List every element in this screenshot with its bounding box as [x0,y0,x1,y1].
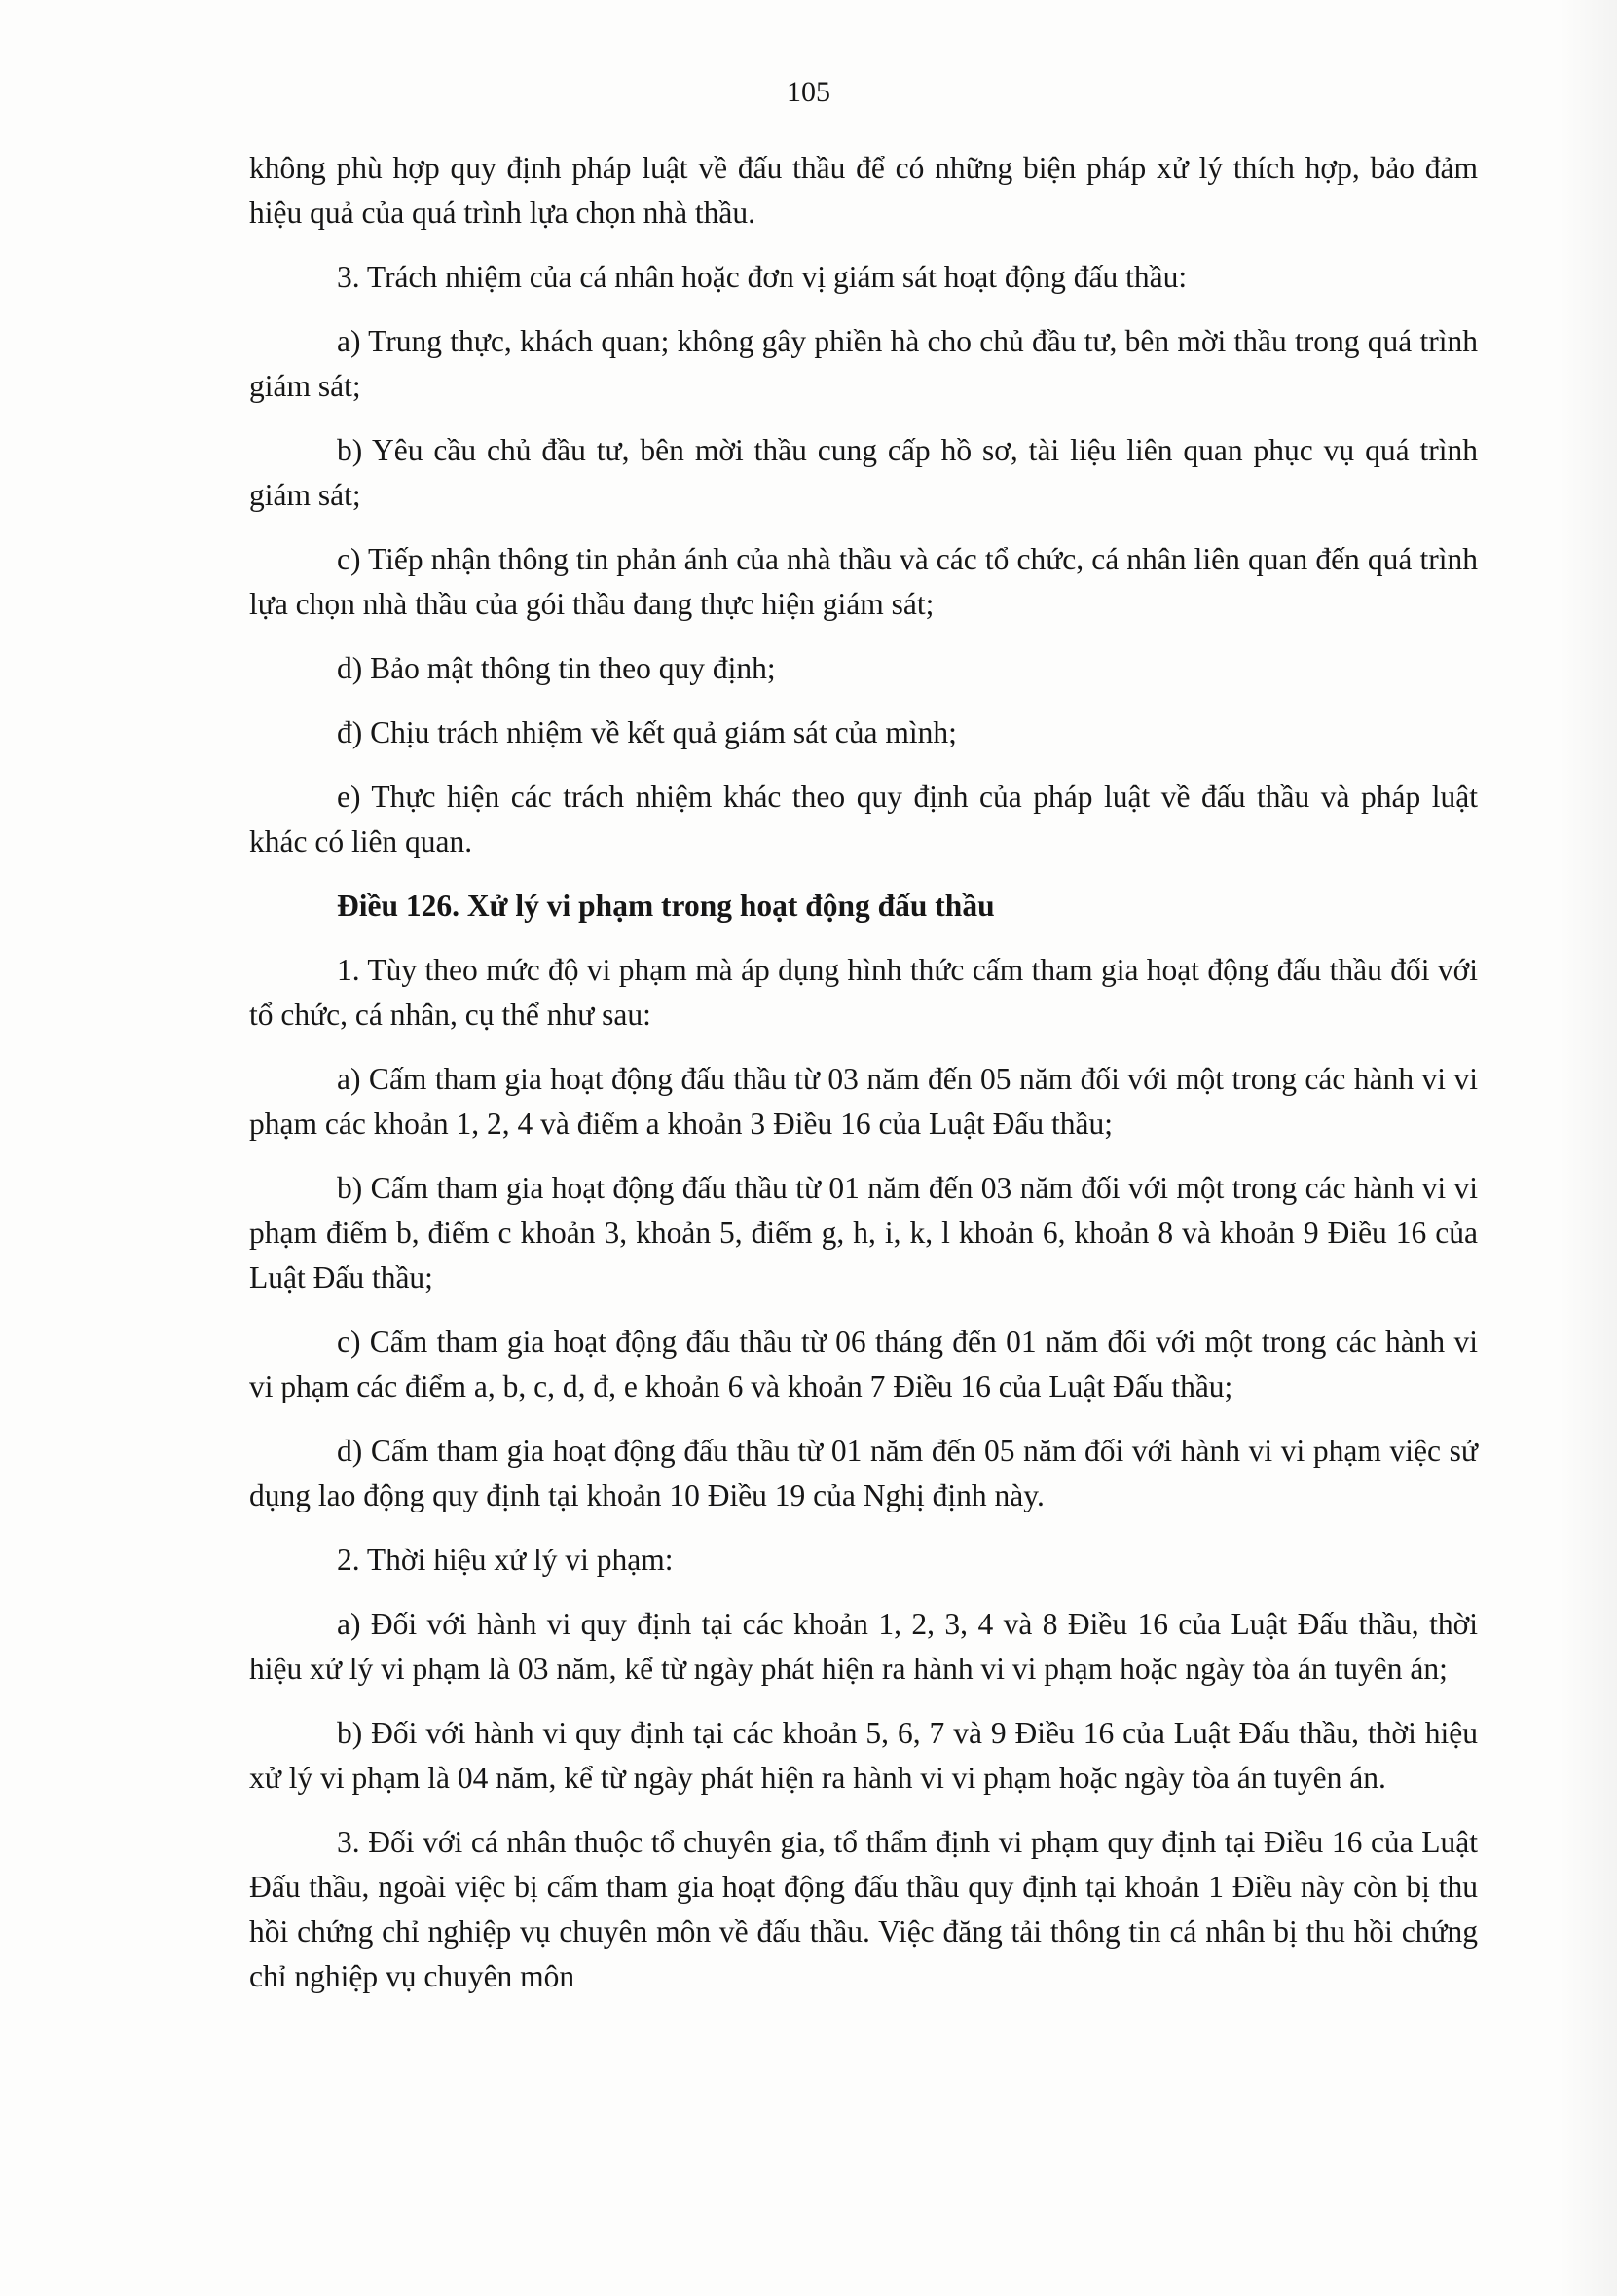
paragraph-continuation: không phù hợp quy định pháp luật về đấu thầu để có những biện pháp xử lý thích hợp, bảo đảm hiệu quả của quá trình lựa chọn nhà thầu. [249,151,1478,230]
clause-3b: b) Yêu cầu chủ đầu tư, bên mời thầu cung cấp hồ sơ, tài liệu liên quan phục vụ quá trình giám sát; [249,433,1478,512]
article-126-clause-2b: b) Đối với hành vi quy định tại các khoản 5, 6, 7 và 9 Điều 16 của Luật Đấu thầu, thời hiệu xử lý vi phạm là 04 năm, kể từ ngày phát hiện ra hành vi vi phạm hoặc ngày tòa án tuyên án. [249,1716,1478,1795]
article-126-clause-1c: c) Cấm tham gia hoạt động đấu thầu từ 06 tháng đến 01 năm đối với một trong các hành vi vi phạm các điểm a, b, c, d, đ, e khoản 6 và khoản 7 Điều 16 của Luật Đấu thầu; [249,1325,1478,1403]
clause-3e: e) Thực hiện các trách nhiệm khác theo quy định của pháp luật về đấu thầu và pháp luật khác có liên quan. [249,780,1478,858]
article-126-clause-1a: a) Cấm tham gia hoạt động đấu thầu từ 03 năm đến 05 năm đối với một trong các hành vi vi phạm các khoản 1, 2, 4 và điểm a khoản 3 Điều 16 của Luật Đấu thầu; [249,1062,1478,1141]
clause-3c: c) Tiếp nhận thông tin phản ánh của nhà thầu và các tổ chức, cá nhân liên quan đến quá trình lựa chọn nhà thầu của gói thầu đang thực hiện giám sát; [249,542,1478,621]
article-126-clause-2: 2. Thời hiệu xử lý vi phạm: [337,1543,674,1577]
article-126-clause-3: 3. Đối với cá nhân thuộc tổ chuyên gia, tổ thẩm định vi phạm quy định tại Điều 16 của Luật Đấu thầu, ngoài việc bị cấm tham gia hoạt động đấu thầu quy định tại khoản 1 Điều này còn bị thu hồi chứng chỉ nghiệp vụ chuyên môn về đấu thầu. Việc đăng tải thông tin cá nhân bị thu hồi chứng chỉ nghiệp vụ chuyên môn [249,1825,1478,1993]
page-edge-shadow [1559,0,1617,2296]
article-126-clause-1: 1. Tùy theo mức độ vi phạm mà áp dụng hình thức cấm tham gia hoạt động đấu thầu đối với tổ chức, cá nhân, cụ thể như sau: [249,953,1478,1032]
clause-3dd: đ) Chịu trách nhiệm về kết quả giám sát của mình; [337,715,957,749]
article-126-heading: Điều 126. Xử lý vi phạm trong hoạt động đấu thầu [337,889,995,923]
clause-3-heading: 3. Trách nhiệm của cá nhân hoặc đơn vị giám sát hoạt động đấu thầu: [337,260,1188,294]
document-body [249,146,1478,2019]
page-number: 105 [787,76,830,108]
article-126-clause-1b: b) Cấm tham gia hoạt động đấu thầu từ 01 năm đến 03 năm đối với một trong các hành vi vi phạm điểm b, điểm c khoản 3, khoản 5, điểm g, h, i, k, l khoản 6, khoản 8 và khoản 9 Điều 16 của Luật Đấu thầu; [249,1171,1478,1294]
clause-3d: d) Bảo mật thông tin theo quy định; [337,651,776,685]
article-126-clause-2a: a) Đối với hành vi quy định tại các khoản 1, 2, 3, 4 và 8 Điều 16 của Luật Đấu thầu, thời hiệu xử lý vi phạm là 03 năm, kể từ ngày phát hiện ra hành vi vi phạm hoặc ngày tòa án tuyên án; [249,1607,1478,1686]
clause-3a: a) Trung thực, khách quan; không gây phiền hà cho chủ đầu tư, bên mời thầu trong quá trình giám sát; [249,324,1478,403]
article-126-clause-1d: d) Cấm tham gia hoạt động đấu thầu từ 01 năm đến 05 năm đối với hành vi vi phạm việc sử dụng lao động quy định tại khoản 10 Điều 19 của Nghị định này. [249,1434,1478,1512]
